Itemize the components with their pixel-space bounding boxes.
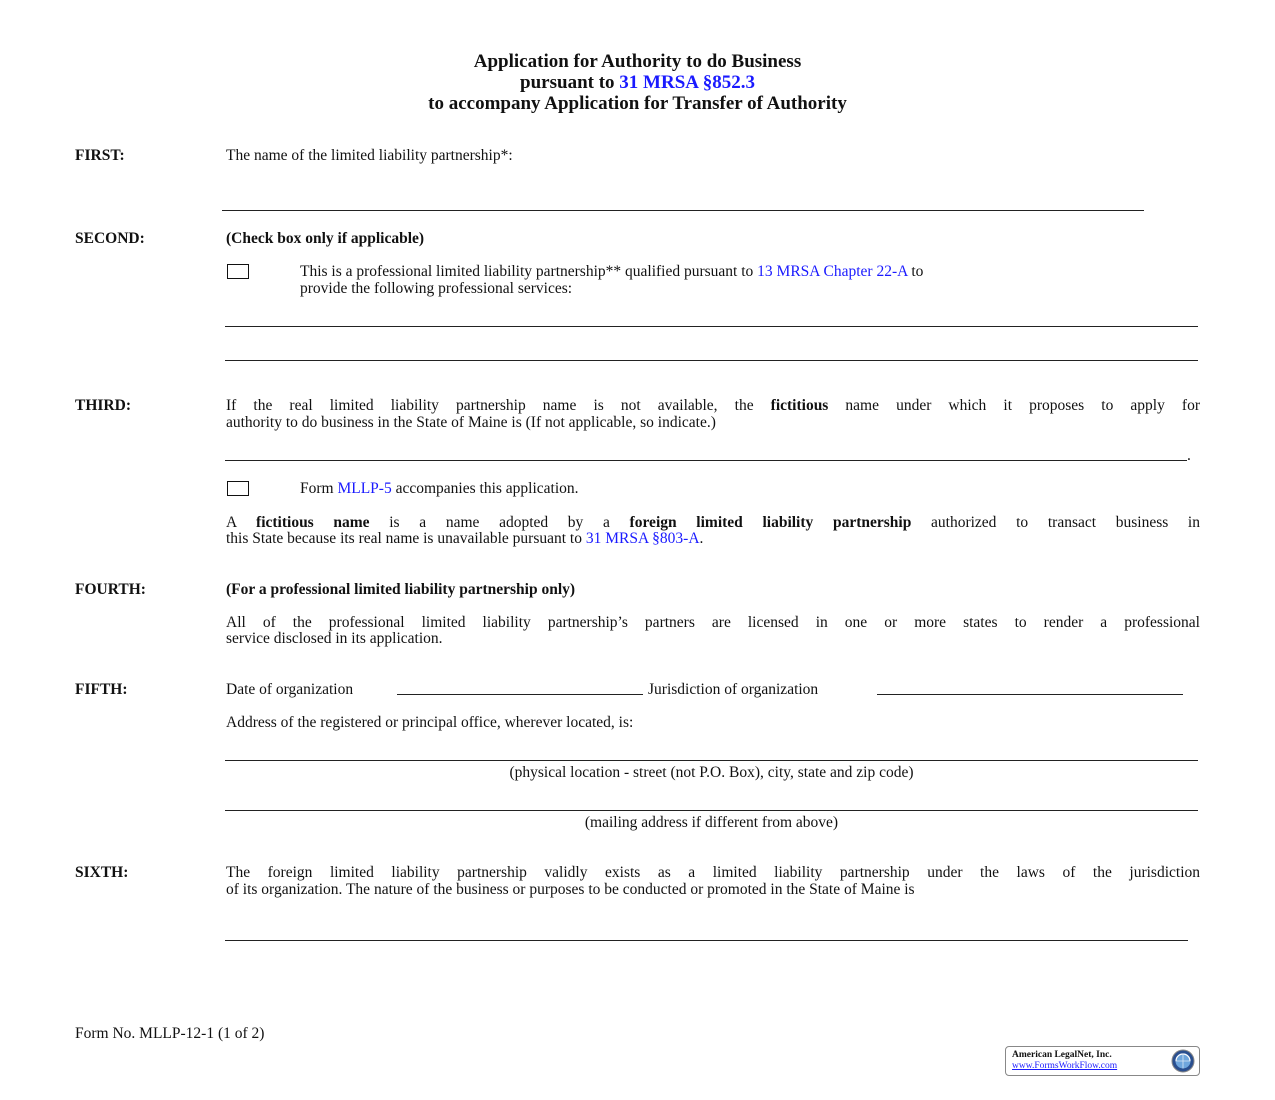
- second-line-2: provide the following professional services:: [300, 280, 573, 297]
- second-label: SECOND:: [75, 230, 145, 247]
- fourth-label: FOURTH:: [75, 581, 146, 598]
- sixth-line-1: The foreign limited liability partnership validly exists as a limited liability partnership under the laws of the jurisdiction: [226, 864, 1200, 881]
- jurisdiction-field[interactable]: [877, 694, 1183, 695]
- second-line-1: [300, 263, 1143, 280]
- third-line-2: authority to do business in the State of Maine is (If not applicable, so indicate.): [226, 414, 716, 431]
- third-period: .: [1187, 447, 1191, 464]
- statute-link-13mrsa[interactable]: 13 MRSA Chapter 22-A: [757, 263, 908, 280]
- title-line-1: Application for Authority to do Business: [473, 51, 802, 72]
- mllp5-checkbox[interactable]: [227, 481, 249, 496]
- formsworkflow-badge[interactable]: [1005, 1046, 1200, 1076]
- first-label: FIRST:: [75, 147, 125, 164]
- def-end: authorized to transact business in: [911, 514, 1200, 531]
- physical-address-field[interactable]: [225, 760, 1198, 761]
- business-purpose-field[interactable]: [225, 940, 1188, 941]
- third-label: THIRD:: [75, 397, 131, 414]
- address-label: Address of the registered or principal office, wherever located, is:: [226, 714, 634, 731]
- second-line-1-prefix: This is a professional limited liability partnership** qualified pursuant to: [300, 263, 758, 280]
- third-line-1-prefix: If the real limited liability partnership name is not available, the: [226, 397, 771, 414]
- mailing-address-field[interactable]: [225, 810, 1198, 811]
- statute-link-803a[interactable]: 31 MRSA §803-A: [585, 530, 700, 547]
- statute-link-852[interactable]: 31 MRSA §852.3: [619, 72, 755, 93]
- first-text: The name of the limited liability partnership*:: [226, 147, 513, 164]
- professional-services-field-2[interactable]: [225, 360, 1198, 361]
- fifth-label: FIFTH:: [75, 681, 128, 698]
- form-mllp5-prefix: Form: [300, 480, 338, 497]
- mailing-address-caption: (mailing address if different from above): [584, 814, 839, 831]
- fictitious-definition-line-1: [226, 514, 1200, 531]
- globe-logo-icon: [1171, 1049, 1195, 1073]
- title-line-3: to accompany Application for Transfer of Authority: [428, 93, 847, 114]
- mllp5-link[interactable]: MLLP-5: [337, 480, 392, 497]
- sixth-line-2: of its organization. The nature of the business or purposes to be conducted or promoted in the State of Maine is: [226, 881, 915, 898]
- second-line-1-suffix: to: [907, 263, 924, 280]
- third-line-1: [226, 397, 1200, 414]
- fictitious-name-field[interactable]: [225, 460, 1187, 461]
- date-of-organization-field[interactable]: [397, 694, 643, 695]
- third-fictitious-bold: fictitious: [770, 397, 829, 414]
- partnership-name-field[interactable]: [222, 210, 1144, 211]
- date-of-organization-label: Date of organization: [226, 681, 354, 698]
- badge-url-link[interactable]: www.FormsWorkFlow.com: [1012, 1061, 1118, 1071]
- def-line-2-suffix: .: [699, 530, 704, 547]
- fourth-line-1: All of the professional limited liability partnership’s partners are licensed in one or more states to render a professional: [226, 614, 1200, 631]
- title-line-2: [0, 72, 1275, 93]
- form-number: Form No. MLLP-12-1 (1 of 2): [75, 1025, 265, 1042]
- def-a: A: [226, 514, 257, 531]
- second-note: (Check box only if applicable): [226, 230, 425, 247]
- fictitious-definition-line-2: [226, 530, 703, 547]
- jurisdiction-label: Jurisdiction of organization: [648, 681, 819, 698]
- def-bold-foreign-llp: foreign limited liability partnership: [629, 514, 912, 531]
- physical-address-caption: (physical location - street (not P.O. Box), city, state and zip code): [509, 764, 914, 781]
- form-mllp5-text: [300, 480, 579, 497]
- fourth-line-2: service disclosed in its application.: [226, 630, 443, 647]
- badge-company-name: American LegalNet, Inc.: [1012, 1050, 1112, 1060]
- third-line-1-suffix: name under which it proposes to apply for: [828, 397, 1200, 414]
- professional-services-field-1[interactable]: [225, 326, 1198, 327]
- title-line-2-prefix: pursuant to: [520, 72, 620, 93]
- form-mllp5-suffix: accompanies this application.: [391, 480, 579, 497]
- def-line-2-prefix: this State because its real name is unavailable pursuant to: [226, 530, 586, 547]
- sixth-label: SIXTH:: [75, 864, 129, 881]
- def-bold-fictitious-name: fictitious name: [256, 514, 370, 531]
- def-mid: is a name adopted by a: [369, 514, 630, 531]
- fourth-note: (For a professional limited liability partnership only): [226, 581, 576, 598]
- professional-llp-checkbox[interactable]: [227, 264, 249, 279]
